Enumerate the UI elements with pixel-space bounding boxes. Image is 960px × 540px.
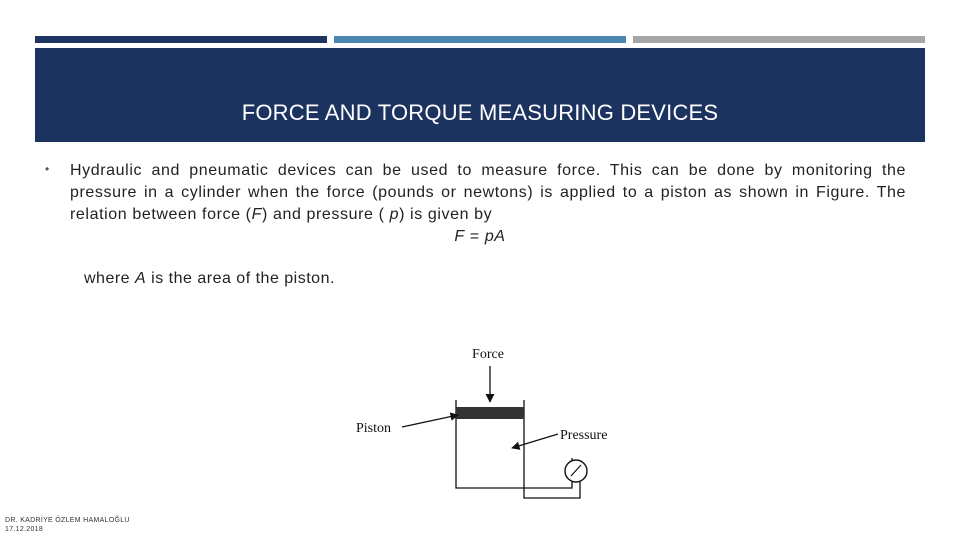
pressure-pointer bbox=[512, 434, 558, 448]
bullet-end: ) is given by bbox=[399, 206, 493, 223]
hydraulic-cylinder-figure bbox=[340, 338, 640, 508]
bullet-marker: • bbox=[45, 162, 50, 176]
header-accent-bar-1 bbox=[35, 36, 327, 43]
bullet-mid: ) and pressure ( bbox=[261, 206, 385, 223]
equation-rhs: pA bbox=[484, 228, 506, 245]
footer-author: DR. KADRİYE ÖZLEM HAMALOĞLU bbox=[5, 517, 130, 524]
var-f: F bbox=[251, 206, 262, 223]
where-prefix: where bbox=[84, 270, 136, 287]
equation-op: = bbox=[464, 228, 485, 245]
slide-title: FORCE AND TORQUE MEASURING DEVICES bbox=[241, 100, 719, 125]
label-pressure: Pressure bbox=[560, 428, 608, 443]
bullet-text: Hydraulic and pneumatic devices can be used to measure force. This can be done by monitoring the pressure in a cylinder when the force (pounds or newtons) is applied to a piston as shown in Figure. The relation between force ( bbox=[70, 162, 906, 223]
footer-date: 17.12.2018 bbox=[5, 526, 44, 533]
where-suffix: is the area of the piston. bbox=[146, 270, 335, 287]
where-var: A bbox=[135, 270, 147, 287]
where-line bbox=[84, 270, 335, 288]
slide-footer bbox=[5, 516, 130, 534]
header-accent-bar-3 bbox=[633, 36, 925, 43]
piston-pointer bbox=[402, 415, 458, 427]
var-p: p bbox=[384, 206, 400, 223]
label-piston: Piston bbox=[356, 421, 392, 436]
equation bbox=[0, 228, 960, 246]
title-banner bbox=[35, 48, 925, 142]
label-force: Force bbox=[472, 347, 504, 362]
equation-lhs: F bbox=[454, 228, 465, 245]
bullet-paragraph bbox=[70, 160, 906, 226]
header-accent-bar-2 bbox=[334, 36, 626, 43]
piston bbox=[456, 407, 524, 419]
